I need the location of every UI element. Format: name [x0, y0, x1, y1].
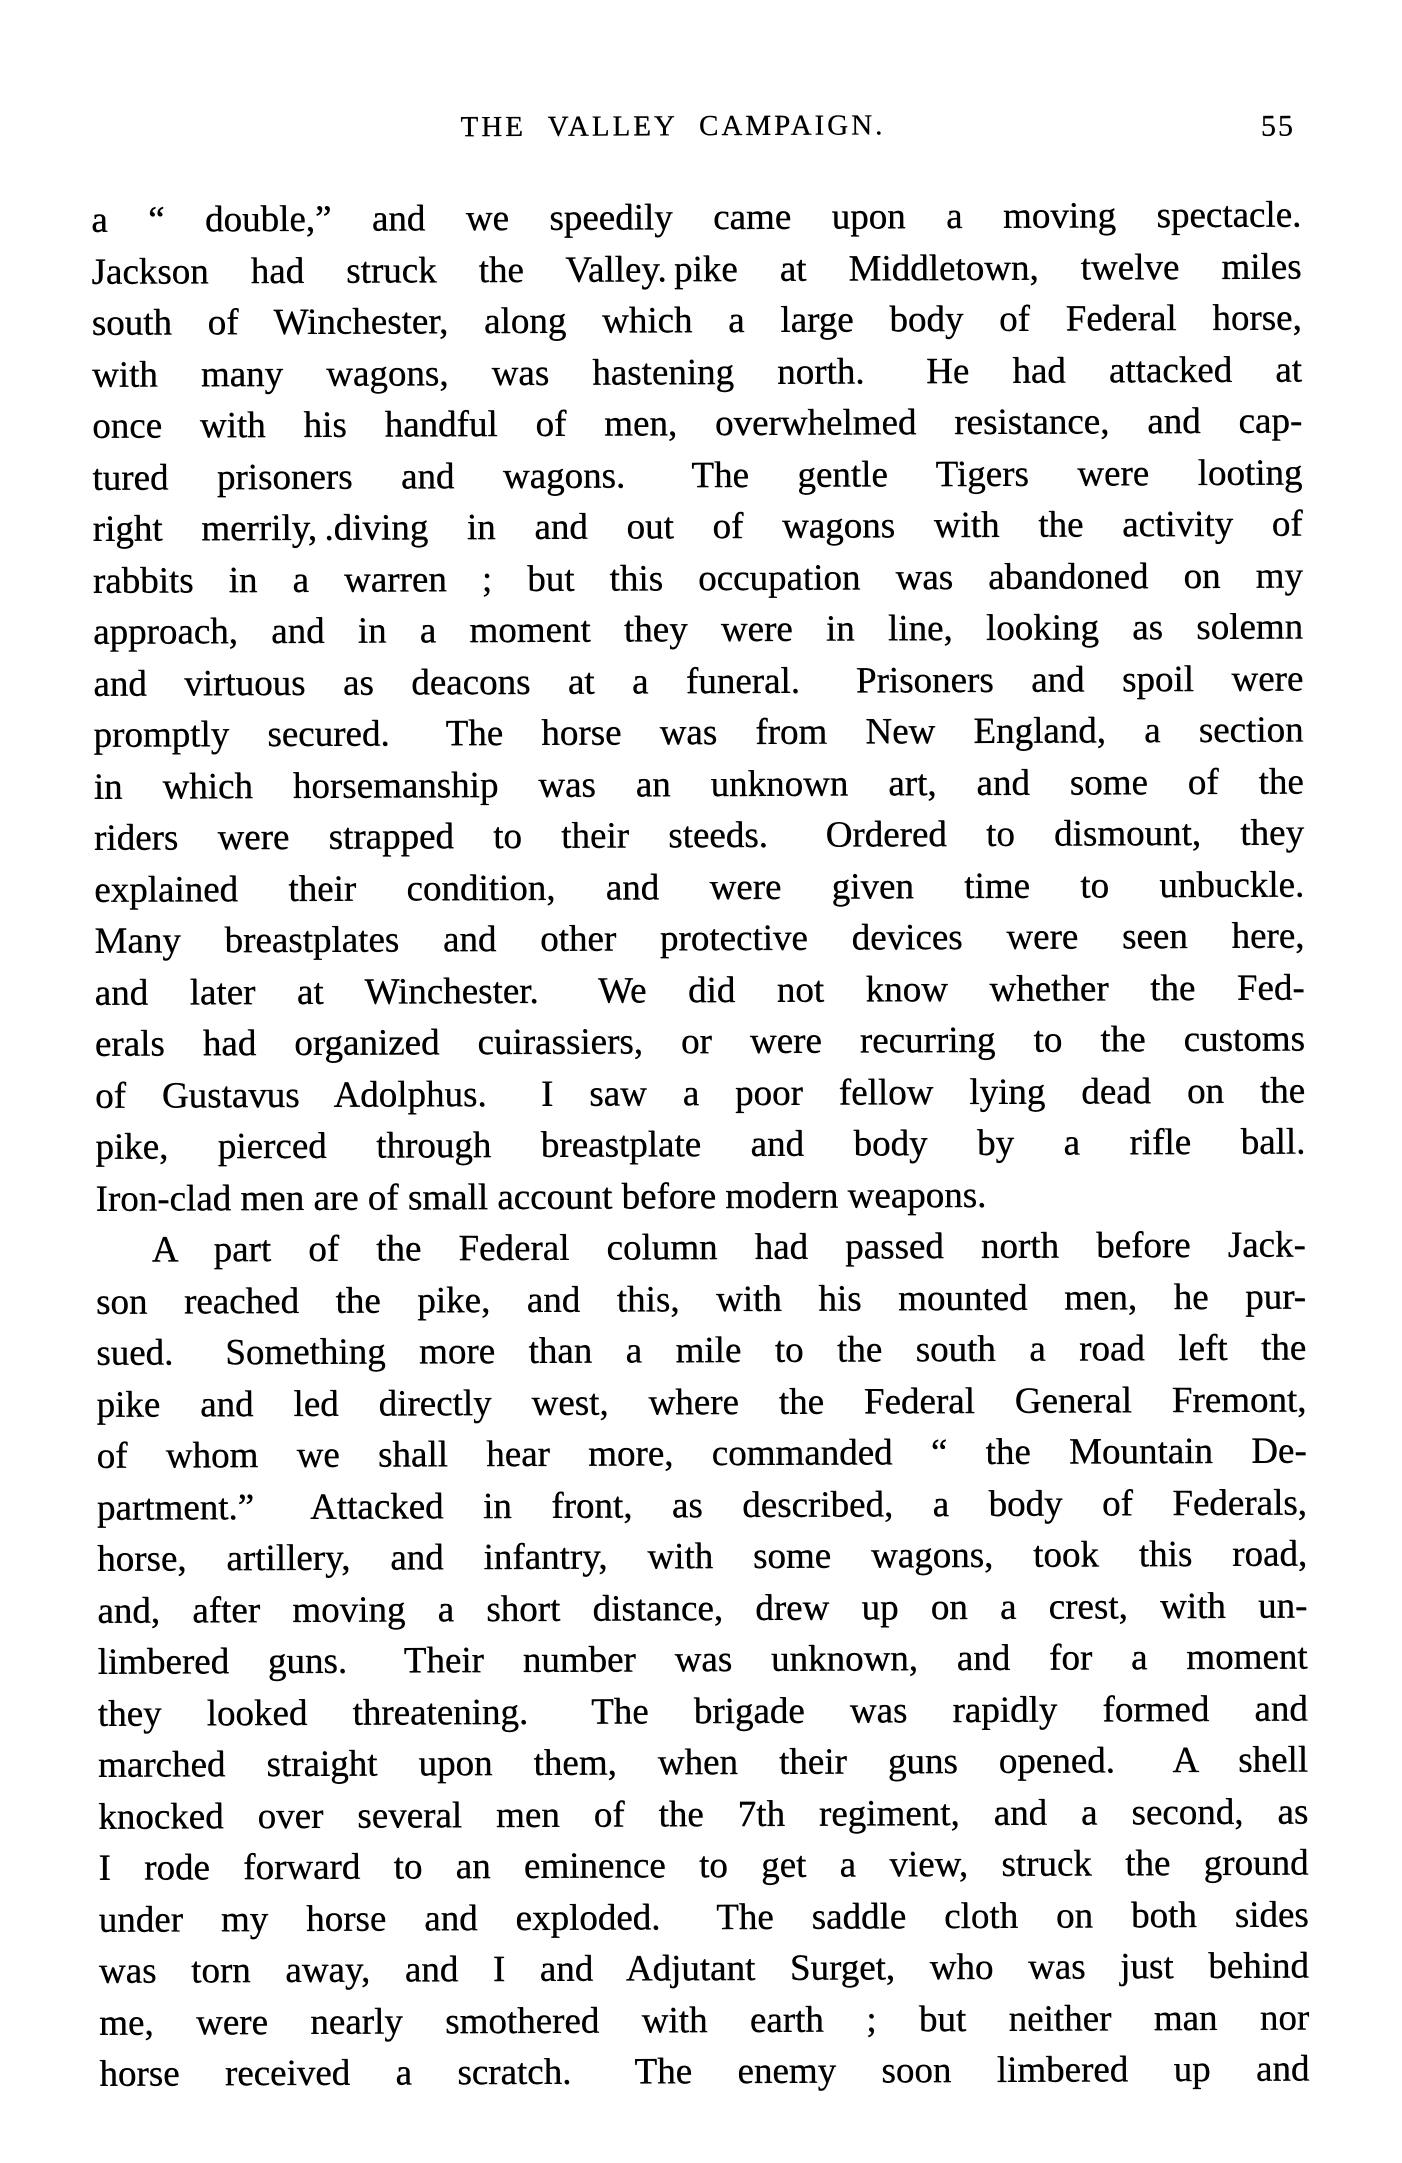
text-line: I rode forward to an eminence to get a view, struck the ground — [98, 1842, 1309, 1889]
text-line: horse, artillery, and infantry, with some wagons, took this road, — [96, 1533, 1308, 1580]
text-line: Many breastplates and other protective devices were seen here, — [94, 915, 1305, 962]
text-line: knocked over several men of the 7th regiment, and a second, as — [98, 1790, 1309, 1838]
text-line: of whom we shall hear more, commanded “ the Mountain De- — [96, 1430, 1307, 1477]
page-number: 55 — [1260, 109, 1295, 143]
running-header — [91, 107, 1303, 154]
text-line: explained their condition, and were given time to unbuckle. — [94, 863, 1305, 911]
text-line: son reached the pike, and this, with his mounted men, he pur- — [95, 1275, 1307, 1323]
text-line: and later at Winchester. We did not know whether the Fed- — [94, 966, 1305, 1014]
page-lines — [91, 189, 1309, 2100]
text-line: A part of the Federal column had passed north before Jack- — [151, 1224, 1306, 1271]
text-line: approach, and in a moment they were in line, looking as solemn — [92, 606, 1304, 653]
text-line: with many wagons, was hastening north. He had attacked at — [91, 348, 1302, 396]
text-line: rabbits in a warren ; but this occupation was abandoned on my — [92, 554, 1303, 602]
text-line: riders were strapped to their steeds. Ordered to dismount, they — [93, 812, 1305, 859]
text-line: and, after moving a short distance, drew up on a crest, with un- — [97, 1584, 1308, 1632]
text-line: sued. Something more than a mile to the south a road left the — [96, 1327, 1307, 1374]
text-line: a “ double,” and we speedily came upon a moving spectacle. — [91, 194, 1302, 241]
text-line: partment.” Attacked in front, as described, a body of Federals, — [96, 1481, 1307, 1529]
text-line: Jackson had struck the Valley. pike at Middletown, twelve miles — [91, 245, 1302, 293]
text-line: of Gustavus Adolphus. I saw a poor fellow lying dead on the — [94, 1069, 1306, 1117]
text-line: under my horse and exploded. The saddle cloth on both sides — [98, 1893, 1309, 1941]
text-line: right merrily, .diving in and out of wagons with the activity of — [92, 503, 1303, 550]
text-line: promptly secured. The horse was from New England, a section — [93, 709, 1304, 756]
text-line: pike, pierced through breastplate and body by a rifle ball. — [95, 1121, 1306, 1168]
text-line: me, were nearly smothered with earth ; but neither man nor — [99, 1996, 1310, 2044]
text-line: pike and led directly west, where the Federal General Fremont, — [96, 1378, 1307, 1426]
text-line: limbered guns. Their number was unknown, and for a moment — [97, 1636, 1308, 1683]
text-line: Iron-clad men are of small account before modern weapons. — [95, 1174, 987, 1220]
text-line: and virtuous as deacons at a funeral. Prisoners and spoil were — [93, 657, 1304, 705]
text-line: horse received a scratch. The enemy soon limbered up and — [99, 2048, 1310, 2095]
text-line: tured prisoners and wagons. The gentle Tigers were looting — [92, 451, 1303, 499]
text-line: marched straight upon them, when their guns opened. A shell — [97, 1739, 1309, 1786]
text-line: erals had organized cuirassiers, or were recurring to the customs — [94, 1018, 1305, 1065]
text-line: south of Winchester, along which a large body of Federal horse, — [91, 297, 1302, 344]
text-line: they looked threatening. The brigade was rapidly formed and — [97, 1687, 1308, 1735]
text-line: in which horsemanship was an unknown art, and some of the — [93, 760, 1304, 808]
text-line: once with his handful of men, overwhelmed resistance, and cap- — [92, 400, 1303, 447]
page-title: THE VALLEY CAMPAIGN. — [460, 109, 886, 144]
text-line: was torn away, and I and Adjutant Surget, who was just behind — [98, 1945, 1309, 1992]
